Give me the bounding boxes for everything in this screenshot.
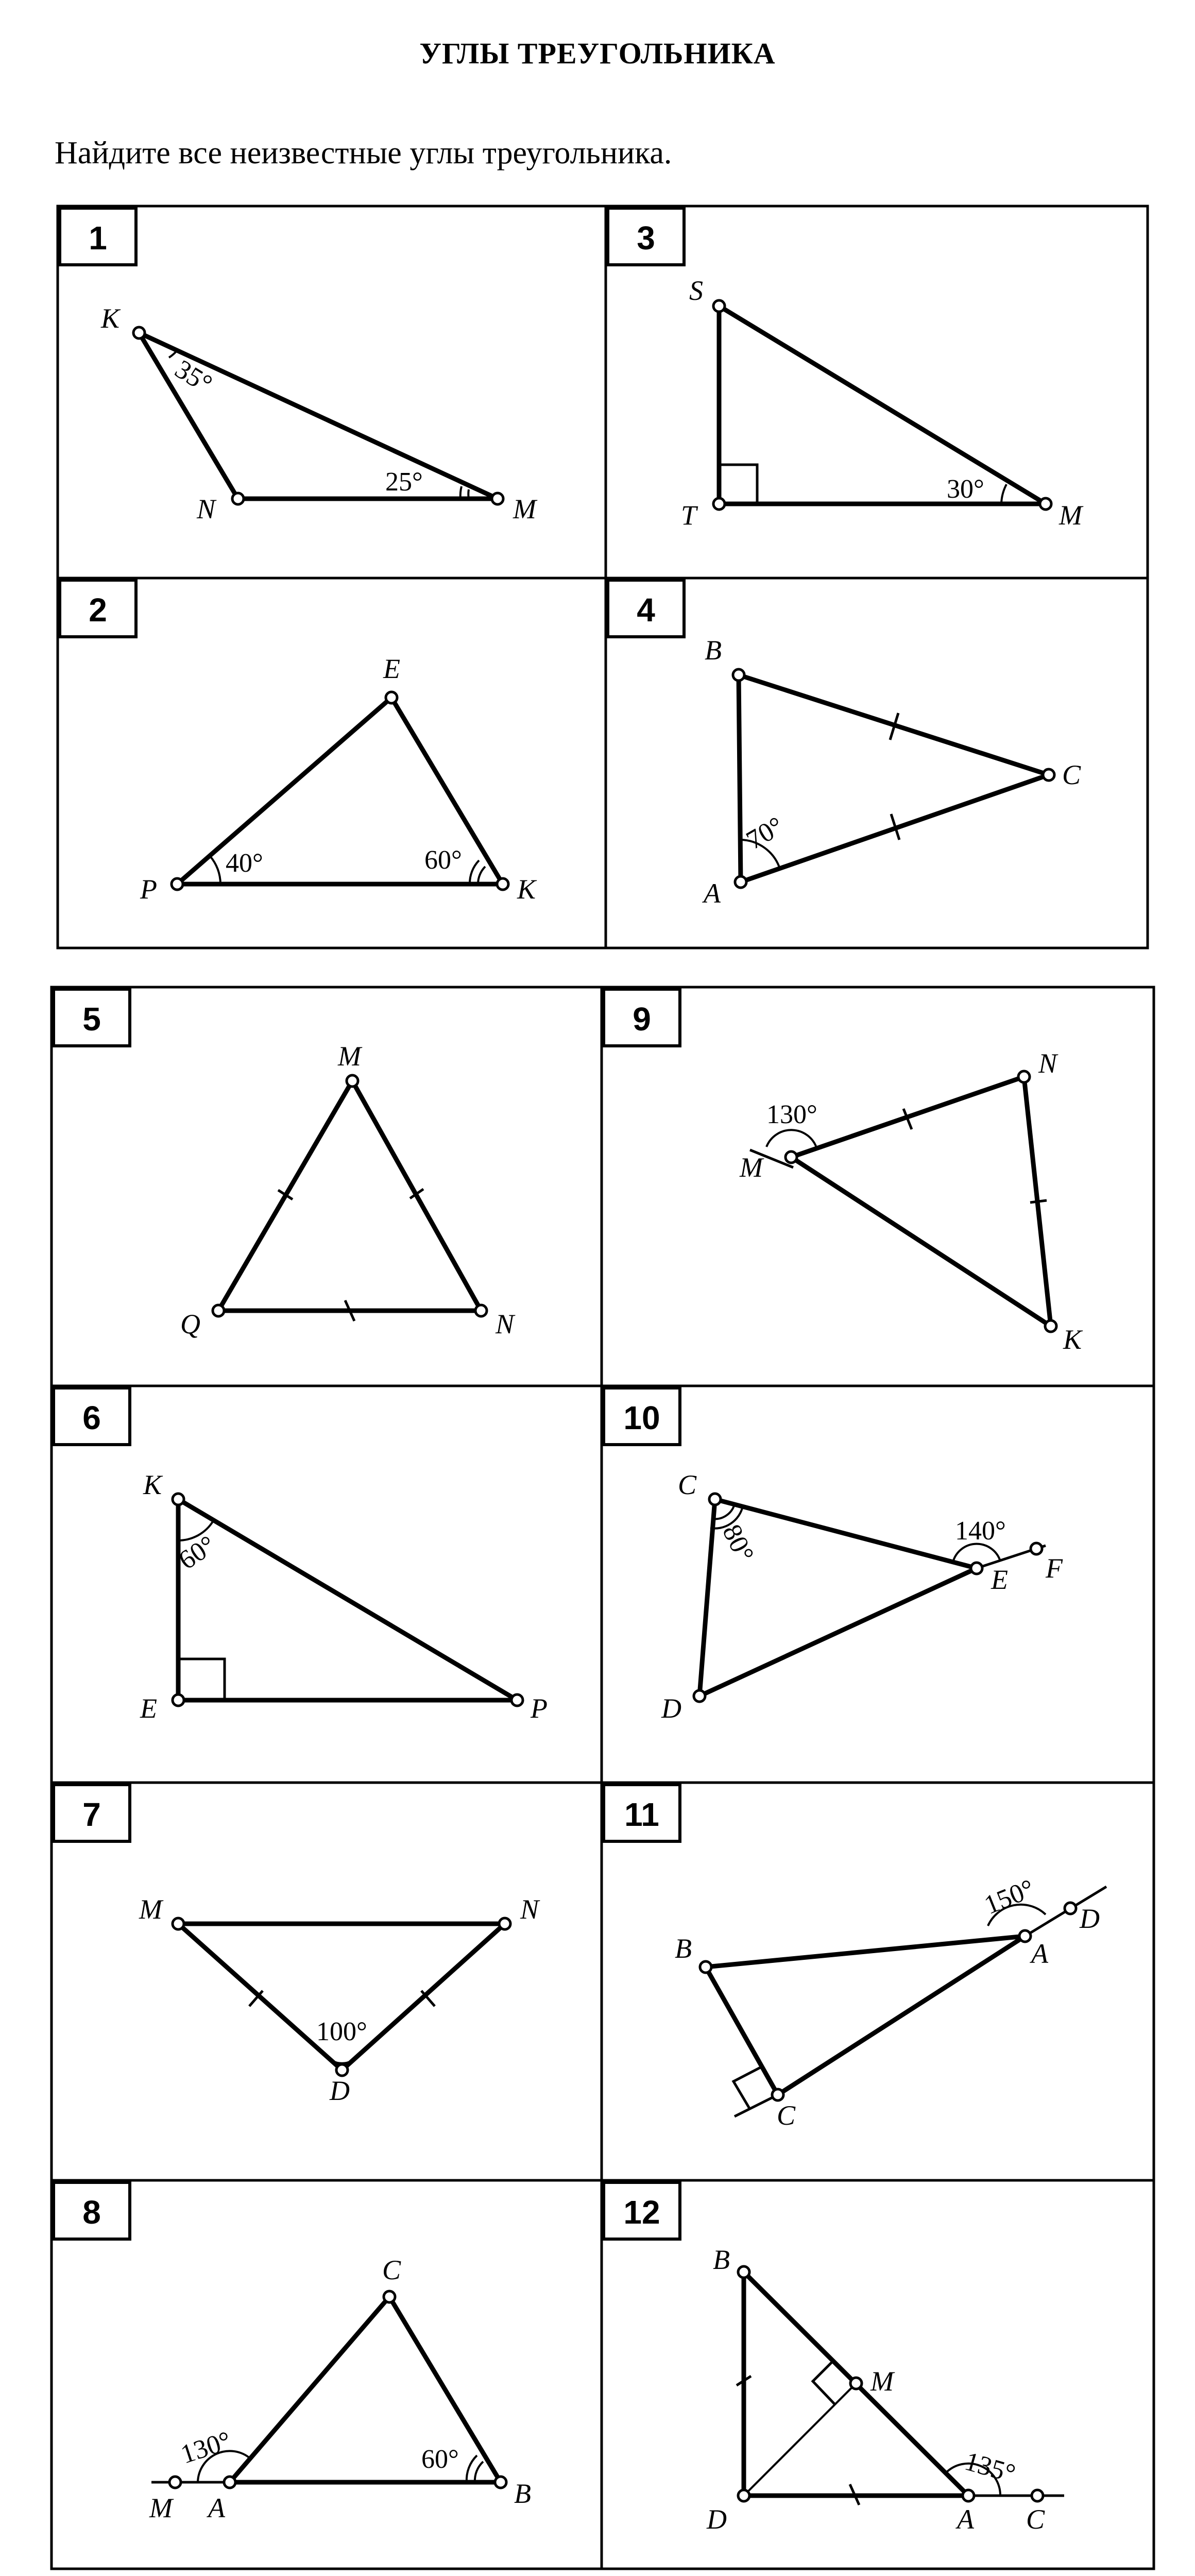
vertex-label: C: [1062, 759, 1081, 790]
angle-label: 60°: [173, 1530, 221, 1575]
problem-number: 1: [89, 219, 107, 257]
vertex-label: E: [383, 653, 400, 684]
vertex-label: B: [705, 635, 722, 666]
vertex-label: P: [531, 1693, 548, 1724]
vertex-label: M: [139, 1894, 162, 1925]
vertex-label: M: [149, 2493, 173, 2523]
vertex-point: [713, 300, 725, 312]
vertex-label: A: [1031, 1938, 1048, 1969]
problem-number: 3: [637, 219, 655, 257]
triangle-bca: [739, 675, 1049, 882]
problem-number: 2: [89, 591, 107, 629]
vertex-point: [173, 1918, 184, 1929]
problem-4: [608, 580, 1081, 909]
problem-number: 12: [623, 2194, 660, 2231]
triangle-nmk: [791, 1077, 1051, 1326]
problem-3: [608, 208, 1084, 531]
problem-11: [604, 1785, 1106, 2131]
right-angle-mark: [719, 465, 757, 504]
vertex-point: [733, 669, 744, 681]
triangle-mqn: [218, 1081, 481, 1311]
vertex-point: [347, 1075, 358, 1087]
vertex-point: [133, 327, 145, 338]
angle-label: 150°: [980, 1874, 1039, 1921]
vertex-point: [224, 2477, 235, 2488]
vertex-point: [497, 878, 508, 890]
vertex-point: [786, 1151, 797, 1163]
vertex-label: A: [704, 878, 721, 909]
problem-number: 7: [82, 1796, 101, 1833]
vertex-label: D: [661, 1693, 681, 1724]
vertex-label: T: [681, 500, 697, 531]
vertex-label: K: [1063, 1324, 1082, 1355]
bottom-group-frame: [52, 987, 1154, 2569]
vertex-label: M: [513, 494, 536, 524]
vertex-point: [232, 493, 244, 504]
vertex-point: [713, 498, 725, 510]
angle-arc-e: [953, 1544, 1000, 1562]
vertex-point: [738, 2490, 749, 2501]
problem-9: [604, 989, 1083, 1355]
altitude-dm: [744, 2383, 856, 2496]
vertex-point: [1065, 1903, 1076, 1914]
vertex-label: K: [143, 1469, 162, 1500]
angle-arc-m: [460, 486, 462, 499]
vertex-label: F: [1046, 1553, 1063, 1584]
vertex-point: [772, 2089, 783, 2100]
angle-label: 140°: [955, 1516, 1006, 1546]
problem-number: 6: [82, 1399, 101, 1436]
vertex-point: [1045, 1320, 1056, 1332]
problem-number: 9: [633, 1001, 651, 1038]
vertex-point: [694, 1690, 705, 1702]
right-angle-mark: [733, 2067, 761, 2109]
problem-7: [54, 1785, 540, 2106]
triangle-knm: [139, 333, 498, 499]
angle-label: 40°: [226, 849, 263, 878]
angle-label: 60°: [421, 2445, 459, 2474]
vertex-point: [1019, 1930, 1031, 1942]
instruction-text: Найдите все неизвестные углы треугольника.: [55, 135, 672, 171]
angle-label: 35°: [169, 354, 217, 399]
vertex-label: M: [1059, 500, 1082, 531]
vertex-point: [1031, 1543, 1042, 1554]
vertex-point: [213, 1305, 224, 1316]
vertex-point: [173, 1694, 184, 1706]
angle-arc-k: [169, 350, 177, 358]
problem-8: [54, 2182, 531, 2523]
vertex-label: C: [777, 2100, 796, 2131]
vertex-label: D: [330, 2075, 350, 2106]
problem-1: [60, 208, 538, 524]
vertex-point: [384, 2291, 395, 2302]
top-group-frame: [58, 206, 1148, 948]
vertex-label: N: [1038, 1048, 1057, 1079]
vertex-point: [735, 876, 746, 888]
angle-label: 80°: [716, 1520, 760, 1567]
vertex-label: D: [1080, 1903, 1100, 1934]
problem-10: [604, 1388, 1063, 1724]
vertex-label: M: [338, 1041, 361, 1072]
angle-label: 100°: [316, 2017, 367, 2046]
triangle-kep: [178, 1499, 517, 1700]
vertex-label: C: [382, 2255, 401, 2285]
vertex-point: [492, 493, 503, 504]
problem-number: 10: [623, 1399, 660, 1436]
vertex-point: [963, 2490, 974, 2501]
vertex-label: D: [707, 2504, 727, 2535]
vertex-label: N: [197, 494, 216, 524]
problem-number: 8: [82, 2194, 101, 2231]
problem-6: [54, 1388, 548, 1724]
vertex-point: [700, 1961, 711, 1973]
vertex-point: [1040, 498, 1051, 510]
vertex-point: [173, 1494, 184, 1505]
vertex-point: [511, 1694, 523, 1706]
vertex-label: E: [140, 1693, 157, 1724]
extension-line: [735, 2095, 778, 2116]
triangle-stm: [719, 306, 1046, 504]
vertex-point: [1043, 769, 1054, 781]
problem-12: [604, 2182, 1064, 2535]
angle-arc-m: [766, 1130, 817, 1149]
vertex-label: B: [514, 2478, 531, 2509]
vertex-point: [386, 692, 397, 703]
angle-arc-p: [210, 856, 220, 884]
problem-2: [60, 580, 537, 905]
angle-label: 25°: [385, 467, 423, 497]
angle-label: 70°: [741, 811, 789, 856]
vertex-label: S: [689, 275, 703, 306]
vertex-point: [738, 2266, 749, 2278]
angle-label: 130°: [177, 2426, 235, 2470]
equal-tick: [1030, 1200, 1047, 1202]
problem-5: [54, 989, 516, 1340]
vertex-point: [850, 2378, 862, 2389]
vertex-label: K: [101, 303, 120, 334]
angle-label: 135°: [961, 2446, 1019, 2489]
vertex-point: [475, 1305, 487, 1316]
triangle-cab: [230, 2297, 501, 2482]
vertex-label: K: [517, 874, 536, 905]
vertex-point: [709, 1494, 721, 1505]
vertex-point: [336, 2064, 348, 2076]
vertex-point: [499, 1918, 510, 1929]
problem-number: 11: [624, 1796, 659, 1833]
vertex-label: E: [991, 1564, 1008, 1595]
vertex-label: Q: [180, 1309, 200, 1340]
vertex-label: A: [957, 2504, 974, 2535]
vertex-label: C: [1026, 2504, 1045, 2535]
vertex-point: [1018, 1071, 1030, 1082]
vertex-point: [1032, 2490, 1043, 2501]
vertex-label: N: [496, 1309, 515, 1340]
right-angle-mark: [178, 1659, 225, 1700]
vertex-label: N: [520, 1894, 539, 1925]
angle-label: 30°: [947, 474, 984, 504]
right-angle-mark: [813, 2361, 834, 2404]
vertex-label: C: [678, 1469, 697, 1500]
triangle-mnd: [178, 1924, 505, 2070]
vertex-label: M: [870, 2366, 894, 2397]
vertex-label: B: [675, 1933, 692, 1964]
problem-number: 5: [82, 1001, 101, 1038]
angle-label: 130°: [766, 1100, 817, 1129]
vertex-point: [169, 2477, 181, 2488]
angle-label: 60°: [424, 845, 462, 875]
vertex-point: [971, 1563, 982, 1574]
vertex-point: [172, 878, 183, 890]
vertex-label: A: [208, 2493, 225, 2523]
vertex-label: B: [713, 2244, 730, 2275]
page-title: УГЛЫ ТРЕУГОЛЬНИКА: [419, 37, 776, 70]
vertex-label: P: [140, 874, 157, 905]
vertex-label: M: [740, 1152, 763, 1183]
problem-number: 4: [637, 591, 655, 629]
angle-arc-m: [1001, 484, 1006, 504]
vertex-point: [495, 2477, 506, 2488]
